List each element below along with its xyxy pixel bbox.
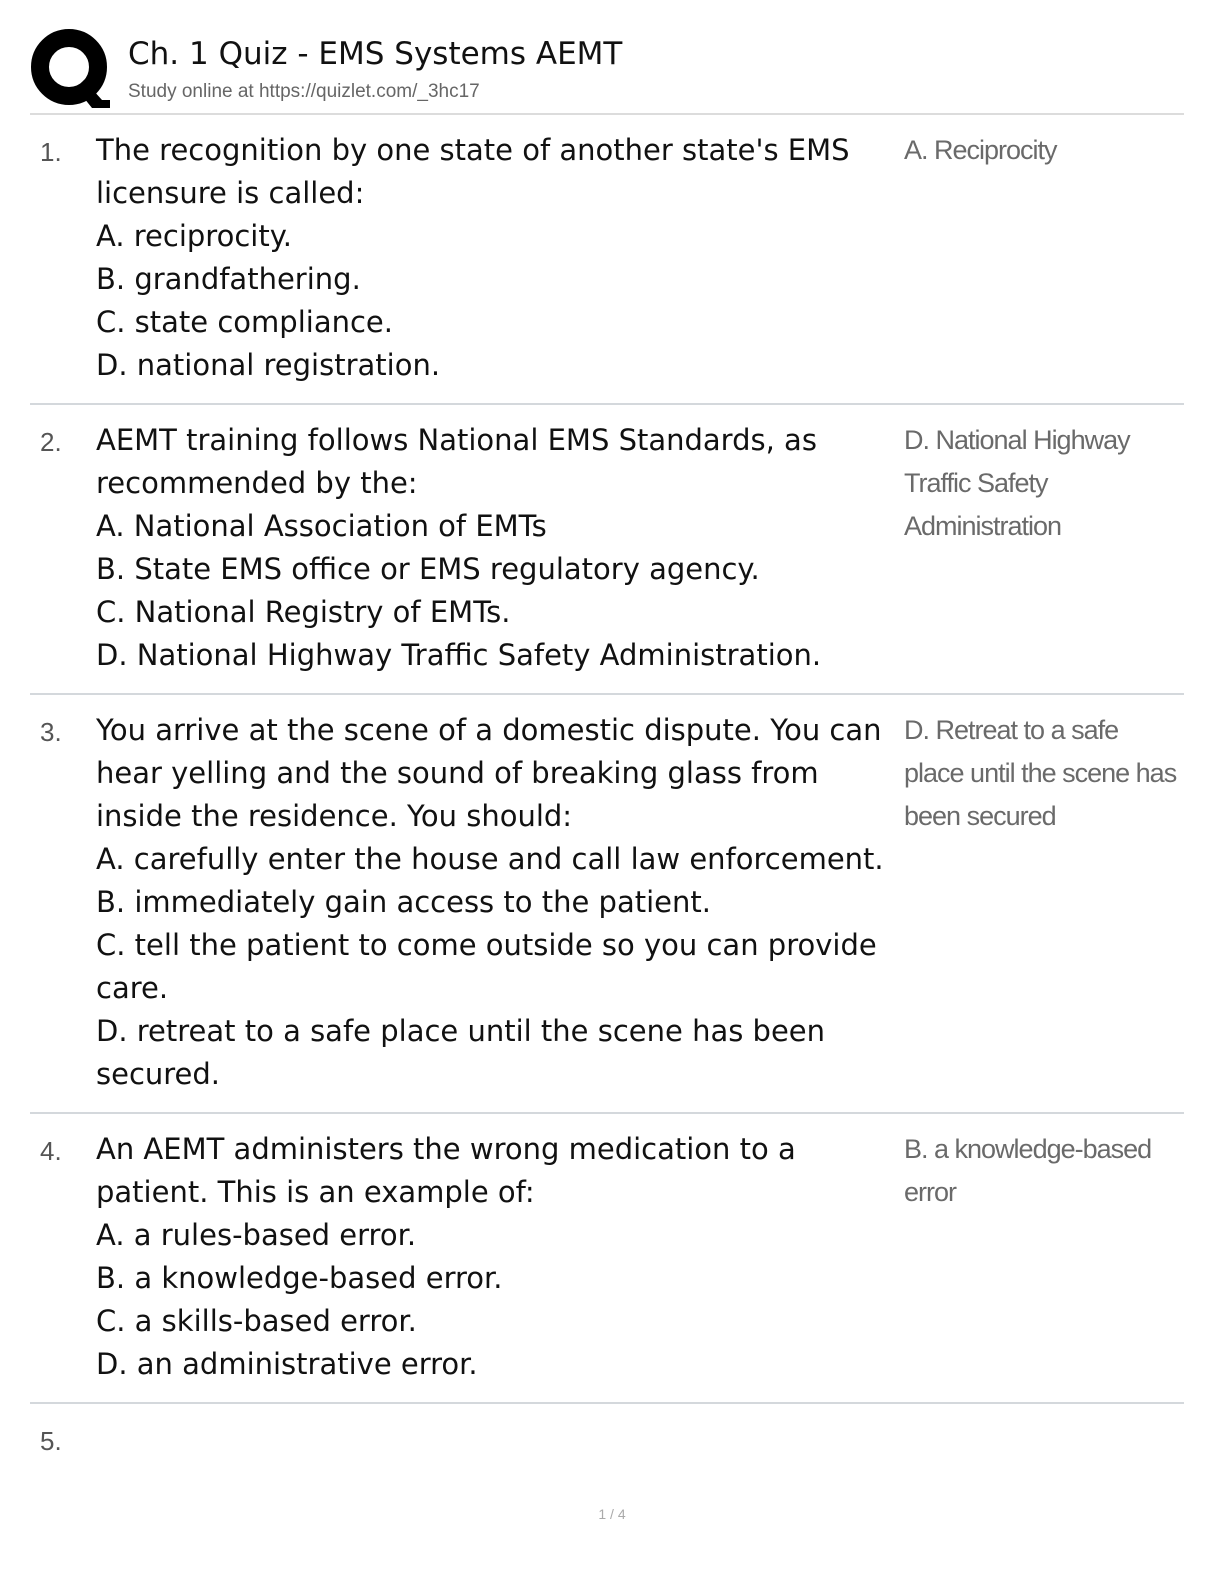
answer-definition: B. a knowledge-based error: [904, 1134, 1152, 1207]
flashcard-list: [30, 115, 1184, 1477]
answer-choice: D. National Highway Traffic Safety Administration.: [96, 638, 822, 672]
answer-choice: A. a rules-based error.: [96, 1218, 417, 1252]
card-number: 4.: [40, 1136, 62, 1166]
quizlet-q-logo-icon: [30, 28, 110, 108]
flashcard-row: [30, 405, 1184, 695]
study-online-link[interactable]: Study online at https://quizlet.com/_3hc17: [128, 81, 480, 102]
answer-definition: D. Retreat to a safe place until the scene has been secured: [904, 715, 1177, 831]
answer-choice: D. an administrative error.: [96, 1347, 478, 1381]
answer-choice: D. national registration.: [96, 348, 441, 382]
card-number: 3.: [40, 717, 62, 747]
answer-choice: C. a skills-based error.: [96, 1304, 417, 1338]
answer-definition: D. National Highway Traffic Safety Administration: [904, 425, 1130, 541]
flashcard-row: [30, 1404, 1184, 1477]
page-header: [30, 28, 1184, 114]
answer-choice: A. National Association of EMTs: [96, 509, 547, 543]
answer-choice: D. retreat to a safe place until the scene has been secured.: [96, 1014, 826, 1091]
answer-definition: A. Reciprocity: [904, 135, 1057, 165]
card-number: 1.: [40, 137, 62, 167]
answer-choice: B. immediately gain access to the patient.: [96, 885, 711, 919]
question-text: The recognition by one state of another state's EMS licensure is called:: [96, 133, 850, 210]
flashcard-row: [30, 115, 1184, 405]
answer-choice: B. State EMS office or EMS regulatory agency.: [96, 552, 760, 586]
answer-choice: A. reciprocity.: [96, 219, 292, 253]
question-term: [96, 709, 896, 1096]
answer-choice: C. tell the patient to come outside so you can provide care.: [96, 928, 877, 1005]
question-text: You arrive at the scene of a domestic dispute. You can hear yelling and the sound of breaking glass from inside the residence. You should:: [96, 713, 882, 833]
answer-choice: A. carefully enter the house and call law enforcement.: [96, 842, 884, 876]
answer-choice: C. state compliance.: [96, 305, 393, 339]
page-title: Ch. 1 Quiz - EMS Systems AEMT: [128, 36, 623, 72]
question-term: [96, 129, 896, 387]
page-number: 1 / 4: [598, 1506, 626, 1522]
question-text: An AEMT administers the wrong medication to a patient. This is an example of:: [96, 1132, 796, 1209]
question-term: [96, 1128, 896, 1386]
card-number: 2.: [40, 427, 62, 457]
answer-choice: B. grandfathering.: [96, 262, 361, 296]
question-term: [96, 419, 896, 677]
card-number: 5.: [40, 1426, 62, 1456]
answer-choice: C. National Registry of EMTs.: [96, 595, 511, 629]
flashcard-row: [30, 695, 1184, 1114]
question-text: AEMT training follows National EMS Standards, as recommended by the:: [96, 423, 817, 500]
question-term: [96, 1418, 896, 1461]
answer-choice: B. a knowledge-based error.: [96, 1261, 503, 1295]
flashcard-row: [30, 1114, 1184, 1404]
